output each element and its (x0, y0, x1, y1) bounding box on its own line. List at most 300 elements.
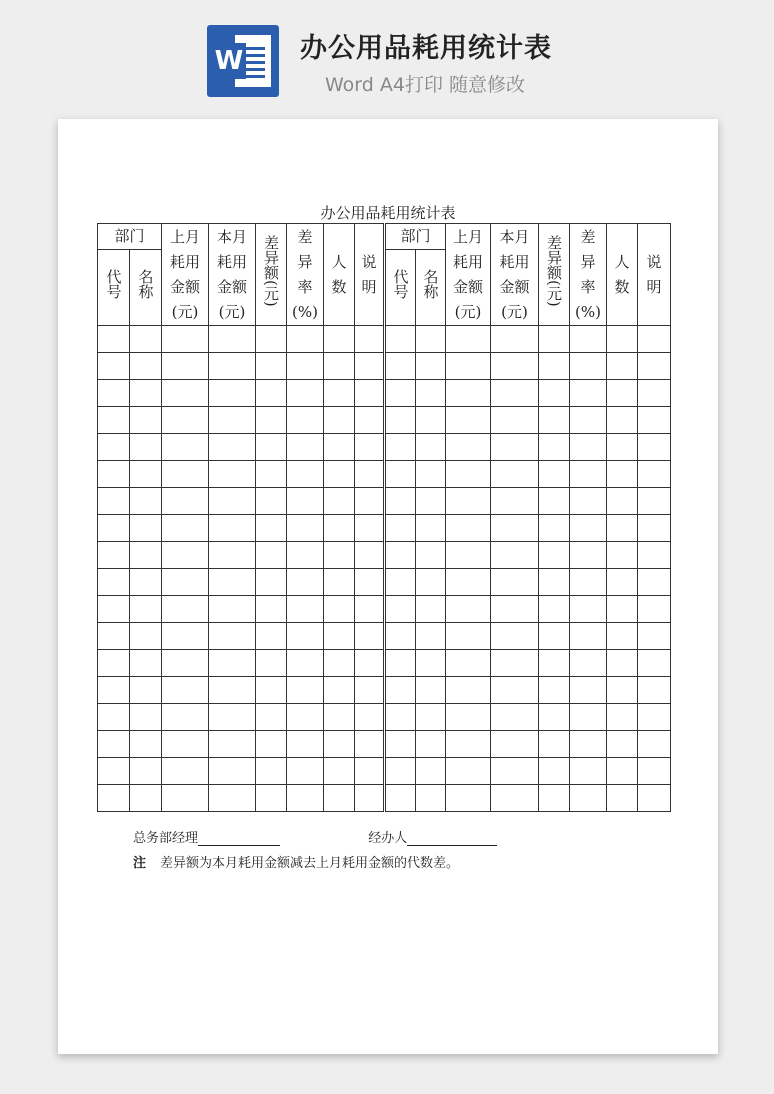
table-cell[interactable] (256, 785, 287, 812)
table-cell[interactable] (385, 650, 416, 677)
table-cell[interactable] (446, 569, 491, 596)
table-cell[interactable] (446, 434, 491, 461)
table-cell[interactable] (416, 407, 446, 434)
table-cell[interactable] (324, 461, 355, 488)
table-cell[interactable] (491, 758, 539, 785)
table-cell[interactable] (209, 596, 256, 623)
table-cell[interactable] (491, 704, 539, 731)
table-cell[interactable] (385, 758, 416, 785)
table-cell[interactable] (385, 785, 416, 812)
table-cell[interactable] (130, 488, 162, 515)
table-cell[interactable] (446, 353, 491, 380)
table-cell[interactable] (416, 650, 446, 677)
table-cell[interactable] (570, 623, 607, 650)
table-cell[interactable] (638, 488, 671, 515)
table-cell[interactable] (98, 461, 130, 488)
table-cell[interactable] (539, 785, 570, 812)
table-cell[interactable] (355, 623, 385, 650)
table-cell[interactable] (491, 380, 539, 407)
table-cell[interactable] (638, 353, 671, 380)
table-cell[interactable] (607, 542, 638, 569)
table-cell[interactable] (491, 677, 539, 704)
table-cell[interactable] (491, 326, 539, 353)
table-cell[interactable] (256, 488, 287, 515)
table-cell[interactable] (256, 677, 287, 704)
table-cell[interactable] (98, 434, 130, 461)
table-cell[interactable] (416, 758, 446, 785)
table-cell[interactable] (98, 326, 130, 353)
table-cell[interactable] (209, 434, 256, 461)
table-cell[interactable] (98, 569, 130, 596)
manager-signature-field[interactable] (198, 831, 280, 846)
table-cell[interactable] (130, 353, 162, 380)
header-remark: 说 明 (355, 224, 385, 326)
table-cell[interactable] (287, 515, 324, 542)
table-cell[interactable] (256, 623, 287, 650)
table-cell[interactable] (385, 704, 416, 731)
table-cell[interactable] (98, 677, 130, 704)
table-cell[interactable] (256, 326, 287, 353)
table-cell[interactable] (162, 326, 209, 353)
table-cell[interactable] (355, 785, 385, 812)
table-cell[interactable] (98, 596, 130, 623)
table-cell[interactable] (446, 623, 491, 650)
table-cell[interactable] (491, 785, 539, 812)
table-cell[interactable] (324, 731, 355, 758)
table-cell[interactable] (209, 623, 256, 650)
table-cell[interactable] (324, 623, 355, 650)
table-cell[interactable] (162, 434, 209, 461)
table-cell[interactable] (287, 542, 324, 569)
table-cell[interactable] (209, 704, 256, 731)
table-cell[interactable] (638, 785, 671, 812)
table-cell[interactable] (539, 758, 570, 785)
table-cell[interactable] (162, 731, 209, 758)
table-cell[interactable] (209, 785, 256, 812)
table-cell[interactable] (385, 677, 416, 704)
table-cell[interactable] (355, 515, 385, 542)
table-cell[interactable] (638, 407, 671, 434)
table-cell[interactable] (385, 596, 416, 623)
table-cell[interactable] (570, 731, 607, 758)
table-cell[interactable] (638, 434, 671, 461)
table-cell[interactable] (491, 650, 539, 677)
header-difference: 差异额(元) (256, 224, 287, 326)
table-cell[interactable] (638, 380, 671, 407)
table-cell[interactable] (446, 461, 491, 488)
table-cell[interactable] (130, 677, 162, 704)
table-cell[interactable] (539, 704, 570, 731)
table-cell[interactable] (416, 596, 446, 623)
table-cell[interactable] (287, 623, 324, 650)
table-cell[interactable] (491, 353, 539, 380)
table-cell[interactable] (130, 542, 162, 569)
table-cell[interactable] (256, 380, 287, 407)
table-cell[interactable] (209, 731, 256, 758)
table-cell[interactable] (162, 758, 209, 785)
table-cell[interactable] (638, 650, 671, 677)
table-cell[interactable] (287, 650, 324, 677)
table-cell[interactable] (570, 326, 607, 353)
table-cell[interactable] (209, 326, 256, 353)
table-cell[interactable] (209, 515, 256, 542)
table-cell[interactable] (446, 650, 491, 677)
table-cell[interactable] (539, 488, 570, 515)
table-cell[interactable] (446, 380, 491, 407)
table-cell[interactable] (416, 623, 446, 650)
table-cell[interactable] (539, 569, 570, 596)
table-cell[interactable] (98, 380, 130, 407)
table-cell[interactable] (491, 488, 539, 515)
table-cell[interactable] (446, 326, 491, 353)
table-row (98, 731, 671, 758)
table-cell[interactable] (539, 596, 570, 623)
table-cell[interactable] (209, 758, 256, 785)
table-cell[interactable] (355, 461, 385, 488)
table-cell[interactable] (324, 515, 355, 542)
table-cell[interactable] (539, 623, 570, 650)
header-diff-rate: 差 异 率 (%) (287, 224, 324, 326)
table-cell[interactable] (287, 326, 324, 353)
table-cell[interactable] (130, 623, 162, 650)
table-cell[interactable] (287, 380, 324, 407)
table-cell[interactable] (287, 434, 324, 461)
table-cell[interactable] (416, 731, 446, 758)
table-cell[interactable] (607, 785, 638, 812)
table-cell[interactable] (162, 353, 209, 380)
table-cell[interactable] (416, 785, 446, 812)
table-cell[interactable] (355, 353, 385, 380)
table-cell[interactable] (385, 353, 416, 380)
table-cell[interactable] (446, 488, 491, 515)
table-cell[interactable] (209, 380, 256, 407)
table-cell[interactable] (491, 596, 539, 623)
table-cell[interactable] (491, 461, 539, 488)
table-cell[interactable] (162, 623, 209, 650)
table-cell[interactable] (638, 758, 671, 785)
table-cell[interactable] (385, 407, 416, 434)
table-cell[interactable] (385, 515, 416, 542)
table-cell[interactable] (162, 704, 209, 731)
table-cell[interactable] (287, 353, 324, 380)
table-cell[interactable] (638, 704, 671, 731)
table-cell[interactable] (324, 785, 355, 812)
table-cell[interactable] (385, 434, 416, 461)
table-cell[interactable] (638, 677, 671, 704)
table-cell[interactable] (130, 704, 162, 731)
table-cell[interactable] (130, 650, 162, 677)
table-cell[interactable] (355, 542, 385, 569)
table-cell[interactable] (491, 407, 539, 434)
table-cell[interactable] (130, 731, 162, 758)
table-cell[interactable] (570, 515, 607, 542)
table-cell[interactable] (570, 650, 607, 677)
table-cell[interactable] (491, 515, 539, 542)
table-cell[interactable] (416, 461, 446, 488)
table-cell[interactable] (355, 650, 385, 677)
table-cell[interactable] (638, 542, 671, 569)
table-cell[interactable] (607, 461, 638, 488)
table-cell[interactable] (130, 380, 162, 407)
table-cell[interactable] (256, 461, 287, 488)
header-difference: 差异额(元) (539, 224, 570, 326)
table-cell[interactable] (324, 677, 355, 704)
table-cell[interactable] (256, 758, 287, 785)
table-cell[interactable] (491, 434, 539, 461)
table-cell[interactable] (98, 758, 130, 785)
table-cell[interactable] (287, 758, 324, 785)
table-cell[interactable] (638, 596, 671, 623)
table-cell[interactable] (446, 731, 491, 758)
table-cell[interactable] (416, 434, 446, 461)
table-cell[interactable] (539, 461, 570, 488)
table-cell[interactable] (385, 461, 416, 488)
table-cell[interactable] (416, 326, 446, 353)
table-cell[interactable] (416, 353, 446, 380)
table-cell[interactable] (638, 731, 671, 758)
table-cell[interactable] (209, 461, 256, 488)
table-cell[interactable] (607, 407, 638, 434)
table-cell[interactable] (98, 731, 130, 758)
table-cell[interactable] (539, 353, 570, 380)
table-cell[interactable] (539, 434, 570, 461)
table-cell[interactable] (98, 407, 130, 434)
table-cell[interactable] (98, 542, 130, 569)
table-cell[interactable] (491, 731, 539, 758)
table-cell[interactable] (385, 731, 416, 758)
table-cell[interactable] (638, 515, 671, 542)
table-cell[interactable] (638, 623, 671, 650)
table-cell[interactable] (256, 569, 287, 596)
table-cell[interactable] (491, 623, 539, 650)
table-cell[interactable] (416, 569, 446, 596)
table-cell[interactable] (385, 326, 416, 353)
table-cell[interactable] (209, 542, 256, 569)
table-cell[interactable] (446, 758, 491, 785)
table-cell[interactable] (607, 353, 638, 380)
table-cell[interactable] (539, 515, 570, 542)
table-cell[interactable] (607, 623, 638, 650)
table-cell[interactable] (446, 704, 491, 731)
table-cell[interactable] (324, 569, 355, 596)
table-cell[interactable] (638, 569, 671, 596)
table-cell[interactable] (162, 461, 209, 488)
table-cell[interactable] (355, 677, 385, 704)
table-row (98, 380, 671, 407)
table-cell[interactable] (355, 488, 385, 515)
table-cell[interactable] (98, 515, 130, 542)
table-cell[interactable] (607, 758, 638, 785)
table-cell[interactable] (355, 704, 385, 731)
table-cell[interactable] (324, 326, 355, 353)
table-cell[interactable] (324, 353, 355, 380)
table-cell[interactable] (539, 542, 570, 569)
table-cell[interactable] (607, 380, 638, 407)
table-cell[interactable] (324, 488, 355, 515)
table-cell[interactable] (607, 704, 638, 731)
table-cell[interactable] (130, 326, 162, 353)
table-cell[interactable] (130, 434, 162, 461)
table-cell[interactable] (385, 380, 416, 407)
table-cell[interactable] (256, 596, 287, 623)
table-cell[interactable] (446, 407, 491, 434)
table-cell[interactable] (162, 515, 209, 542)
table-cell[interactable] (570, 407, 607, 434)
table-cell[interactable] (570, 461, 607, 488)
table-cell[interactable] (162, 596, 209, 623)
table-cell[interactable] (130, 515, 162, 542)
table-cell[interactable] (287, 731, 324, 758)
table-cell[interactable] (355, 434, 385, 461)
table-cell[interactable] (324, 758, 355, 785)
table-cell[interactable] (638, 326, 671, 353)
table-cell[interactable] (446, 542, 491, 569)
table-cell[interactable] (570, 677, 607, 704)
table-cell[interactable] (570, 353, 607, 380)
table-cell[interactable] (130, 785, 162, 812)
table-cell[interactable] (287, 785, 324, 812)
table-cell[interactable] (570, 704, 607, 731)
table-cell[interactable] (209, 569, 256, 596)
table-cell[interactable] (607, 434, 638, 461)
table-cell[interactable] (539, 677, 570, 704)
table-cell[interactable] (491, 569, 539, 596)
table-cell[interactable] (256, 542, 287, 569)
table-cell[interactable] (355, 380, 385, 407)
table-cell[interactable] (162, 569, 209, 596)
table-cell[interactable] (385, 488, 416, 515)
table-cell[interactable] (162, 677, 209, 704)
table-cell[interactable] (98, 623, 130, 650)
table-cell[interactable] (130, 758, 162, 785)
table-cell[interactable] (287, 704, 324, 731)
table-cell[interactable] (324, 434, 355, 461)
table-cell[interactable] (570, 569, 607, 596)
table-cell[interactable] (355, 596, 385, 623)
table-cell[interactable] (256, 353, 287, 380)
table-cell[interactable] (539, 407, 570, 434)
table-cell[interactable] (162, 407, 209, 434)
table-cell[interactable] (570, 785, 607, 812)
table-cell[interactable] (416, 515, 446, 542)
table-cell[interactable] (209, 407, 256, 434)
table-cell[interactable] (607, 650, 638, 677)
table-cell[interactable] (287, 569, 324, 596)
table-cell[interactable] (98, 704, 130, 731)
table-cell[interactable] (130, 596, 162, 623)
table-cell[interactable] (570, 434, 607, 461)
table-cell[interactable] (98, 785, 130, 812)
table-cell[interactable] (385, 542, 416, 569)
table-cell[interactable] (416, 704, 446, 731)
table-cell[interactable] (416, 380, 446, 407)
table-cell[interactable] (130, 407, 162, 434)
table-cell[interactable] (607, 596, 638, 623)
header-name: 名称 (130, 250, 162, 326)
table-cell[interactable] (416, 677, 446, 704)
table-cell[interactable] (607, 677, 638, 704)
table-cell[interactable] (607, 326, 638, 353)
table-cell[interactable] (162, 380, 209, 407)
table-cell[interactable] (209, 353, 256, 380)
table-cell[interactable] (607, 569, 638, 596)
table-cell[interactable] (570, 380, 607, 407)
table-cell[interactable] (570, 542, 607, 569)
table-cell[interactable] (209, 488, 256, 515)
table-row (98, 569, 671, 596)
table-cell[interactable] (256, 731, 287, 758)
table-cell[interactable] (256, 704, 287, 731)
table-cell[interactable] (324, 650, 355, 677)
table-cell[interactable] (539, 326, 570, 353)
table-cell[interactable] (324, 407, 355, 434)
table-cell[interactable] (385, 569, 416, 596)
table-cell[interactable] (607, 488, 638, 515)
table-cell[interactable] (324, 380, 355, 407)
table-cell[interactable] (287, 407, 324, 434)
table-cell[interactable] (287, 596, 324, 623)
table-cell[interactable] (446, 515, 491, 542)
table-cell[interactable] (570, 758, 607, 785)
handler-signature-field[interactable] (407, 831, 497, 846)
table-cell[interactable] (98, 353, 130, 380)
table-cell[interactable] (570, 488, 607, 515)
table-cell[interactable] (287, 488, 324, 515)
table-cell[interactable] (287, 677, 324, 704)
table-cell[interactable] (355, 731, 385, 758)
table-cell[interactable] (355, 326, 385, 353)
table-cell[interactable] (355, 407, 385, 434)
table-cell[interactable] (446, 677, 491, 704)
table-cell[interactable] (287, 461, 324, 488)
table-cell[interactable] (539, 731, 570, 758)
table-cell[interactable] (355, 569, 385, 596)
header-name: 名称 (416, 250, 446, 326)
table-cell[interactable] (98, 650, 130, 677)
table-cell[interactable] (570, 596, 607, 623)
table-cell[interactable] (607, 731, 638, 758)
table-cell[interactable] (162, 488, 209, 515)
table-cell[interactable] (162, 542, 209, 569)
table-cell[interactable] (209, 650, 256, 677)
table-cell[interactable] (607, 515, 638, 542)
table-cell[interactable] (491, 542, 539, 569)
table-cell[interactable] (98, 488, 130, 515)
table-cell[interactable] (385, 623, 416, 650)
table-cell[interactable] (130, 569, 162, 596)
table-cell[interactable] (446, 785, 491, 812)
table-cell[interactable] (446, 596, 491, 623)
table-cell[interactable] (539, 380, 570, 407)
table-cell[interactable] (162, 650, 209, 677)
table-cell[interactable] (130, 461, 162, 488)
table-cell[interactable] (256, 407, 287, 434)
table-cell[interactable] (324, 542, 355, 569)
table-cell[interactable] (256, 515, 287, 542)
table-cell[interactable] (162, 785, 209, 812)
table-cell[interactable] (416, 542, 446, 569)
table-cell[interactable] (324, 704, 355, 731)
table-row (98, 650, 671, 677)
table-cell[interactable] (638, 461, 671, 488)
table-cell[interactable] (539, 650, 570, 677)
table-cell[interactable] (256, 650, 287, 677)
table-cell[interactable] (416, 488, 446, 515)
table-cell[interactable] (355, 758, 385, 785)
table-cell[interactable] (324, 596, 355, 623)
table-cell[interactable] (256, 434, 287, 461)
table-cell[interactable] (209, 677, 256, 704)
